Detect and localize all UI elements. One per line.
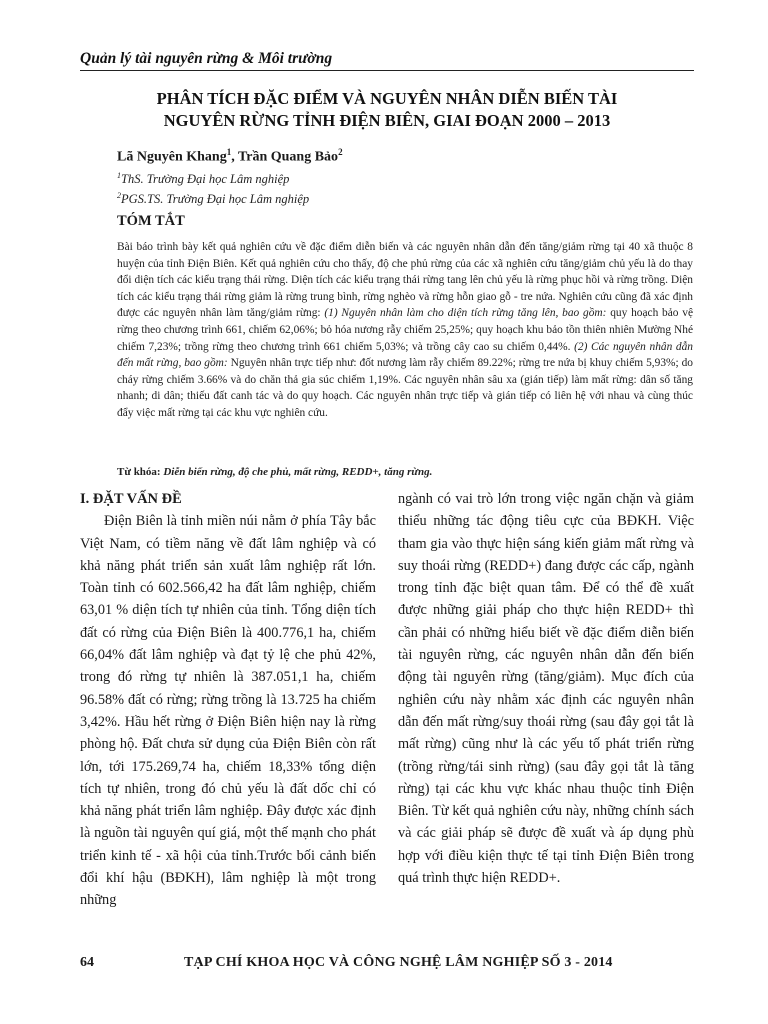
author-2-marker: 2: [338, 147, 343, 157]
article-title: [100, 88, 674, 132]
keywords-label: Từ khóa:: [117, 466, 161, 478]
abstract-text-d: (2) Các nguyên nhân dẫn đến mất rừng, bao gồm:: [117, 340, 693, 370]
affiliation-2-text: PGS.TS. Trường Đại học Lâm nghiệp: [121, 192, 310, 207]
keywords-text: Diễn biến rừng, độ che phủ, mất rừng, REDD+, tăng rừng.: [163, 466, 433, 478]
author-1-name: Lã Nguyên Khang: [117, 149, 227, 165]
affiliation-2-marker: 2: [117, 191, 121, 200]
affiliation-1-marker: 1: [117, 171, 121, 180]
author-separator: ,: [231, 149, 238, 165]
running-head: Quản lý tài nguyên rừng & Môi trường: [80, 50, 333, 67]
journal-name: TẠP CHÍ KHOA HỌC VÀ CÔNG NGHỆ LÂM NGHIỆP SỐ 3 - 2014: [184, 955, 613, 970]
affiliation-1: [117, 171, 289, 187]
header-rule: [80, 70, 694, 71]
abstract-body: [117, 239, 693, 422]
affiliation-2: [117, 191, 309, 207]
author-1-marker: 1: [226, 147, 232, 157]
left-column-text: Điện Biên là tỉnh miền núi nằm ở phía Tây bắc Việt Nam, có tiềm năng về đất lâm nghiệp và có khả năng phát triển sản xuất lâm nghiệp rất lớn. Toàn tỉnh có 602.566,42 ha đất lâm nghiệp, chiếm 63,01 % diện tích tự nhiên của tỉnh. Tổng diện tích đất có rừng của Điện Biên là 400.776,1 ha, chiếm 66,04% đất lâm nghiệp và đạt tỷ lệ che phủ 42%, trong đó rừng tự nhiên là 387.051,1 ha, chiếm 96.58% đất có rừng; rừng trồng là 13.725 ha chiếm 3,42%. Hầu hết rừng ở Điện Biên hiện nay là rừng phòng hộ. Đất chưa sử dụng của Điện Biên còn rất lớn, tới 175.269,74 ha, chiếm 18,33% tổng diện tích tự nhiên, trong đó chủ yếu là đất dốc chỉ có khả năng phát triển lâm nghiệp. Đây được xác định là nguồn tài nguyên quí giá, một thế mạnh cho phát triển kinh tế - xã hội của tỉnh.Trước bối cảnh biến đổi khí hậu (BĐKH), lâm nghiệp là một trong những: [80, 513, 376, 909]
title-line-2: NGUYÊN RỪNG TỈNH ĐIỆN BIÊN, GIAI ĐOẠN 2000 – 2013: [163, 111, 611, 130]
section-heading: I. ĐẶT VẤN ĐỀ: [80, 491, 182, 507]
title-line-1: PHÂN TÍCH ĐẶC ĐIỂM VÀ NGUYÊN NHÂN DIỄN BIẾN TÀI: [156, 89, 618, 108]
abstract-text-a: Bài báo trình bày kết quả nghiên cứu về đặc điểm diễn biến và các nguyên nhân dẫn đến tăng/giảm rừng tại 40 xã thuộc 8 huyện của tỉnh Điện Biên. Kết quả nghiên cứu cho thấy, độ che phủ rừng của các xã nghiên cứu tăng/giảm chủ yếu là do thay đổi diện tích các kiểu trạng thái rừng. Diện tích các kiểu trạng thái rừng tang lên chủ yếu là rừng phục hồi và rừng trồng. Diện tích các kiểu trạng thái rừng giảm là rừng trung bình, rừng nghèo và rừng hỗn giao gỗ - tre nứa. Nghiên cứu cũng đã xác định được các nguyên nhân làm tăng/giảm rừng:: [117, 241, 693, 320]
author-list: [117, 147, 343, 166]
abstract-text-c: quy hoạch bảo vệ rừng theo chương trình 661, chiếm 62,06%; bỏ hóa nương rẫy chiếm 25,25%; quy hoạch khu bảo tồn thiên nhiên Mường Nhé chiếm 7,23%; trồng rừng theo chương trình 661 chiếm 5,03%; và trồng cây cao su chiếm 0,44%.: [117, 307, 693, 353]
abstract-text-b: (1) Nguyên nhân làm cho diện tích rừng tăng lên, bao gồm:: [324, 307, 607, 320]
keywords: [117, 466, 693, 478]
affiliation-1-text: ThS. Trường Đại học Lâm nghiệp: [121, 172, 290, 187]
right-column: [398, 488, 694, 889]
author-2-name: Trần Quang Bảo: [237, 149, 339, 165]
right-column-text: ngành có vai trò lớn trong việc ngăn chặn và giảm thiểu những tác động tiêu cực của BĐKH. Việc tham gia vào thực hiện sáng kiến giảm mất rừng và suy thoái rừng (REDD+) đang được các cấp, ngành trong tỉnh đặc biệt quan tâm. Để có thể đề xuất được những giải pháp cho thực hiện REDD+ thì cần phải có những hiểu biết về đặc điểm diễn biến tài nguyên rừng, các nguyên nhân dẫn đến biến động tài nguyên rừng (tăng/giảm). Mục đích của nghiên cứu này nhằm xác định các nguyên nhân dẫn đến mất rừng/suy thoái rừng (sau đây gọi tắt là mất rừng) cũng như là các yếu tố phát triển rừng (trồng rừng/tái sinh rừng) (sau đây gọi tắt là tăng rừng) tại các khu vực khác nhau thuộc tỉnh Điện Biên. Từ kết quả nghiên cứu này, những chính sách và các giải pháp sẽ được đề xuất và áp dụng phù hợp với điều kiện thực tế tại tỉnh Điện Biên trong quá trình thực hiện REDD+.: [398, 491, 694, 887]
page-number: 64: [80, 955, 94, 970]
abstract-text-e: Nguyên nhân trực tiếp như: đốt nương làm rẫy chiếm 89.22%; rừng tre nứa bị khuy chiếm 5,93%; do cháy rừng chiếm 3.66% và do chăn thả gia súc chiếm 1,19%. Các nguyên nhân sâu xa (gián tiếp) làm mất rừng: dân số tăng nhanh; di dân; thiếu đất canh tác và do quy hoạch. Các nguyên nhân trực tiếp và gián tiếp có liên hệ với nhau và cùng thúc đẩy việc mất rừng tại các khu vực nghiên cứu.: [117, 357, 693, 419]
abstract-heading: TÓM TẮT: [117, 213, 185, 229]
left-column: [80, 488, 376, 912]
